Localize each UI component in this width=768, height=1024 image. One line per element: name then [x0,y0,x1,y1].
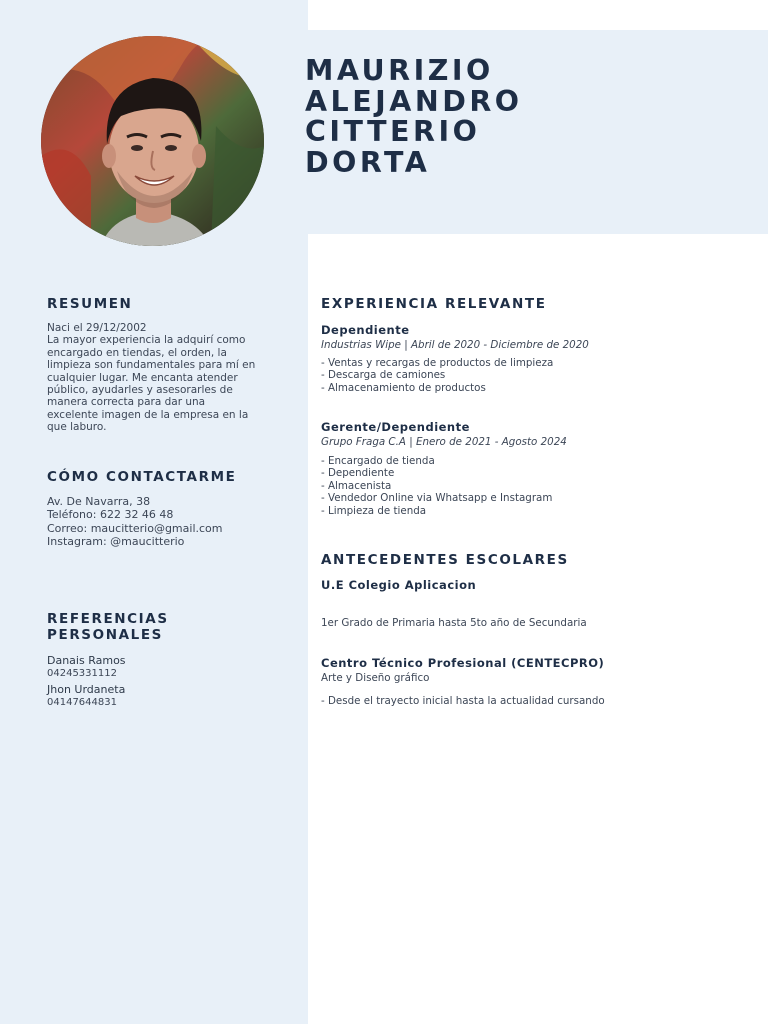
resumen-heading: RESUMEN [47,296,133,312]
reference-phone: 04245331112 [47,668,117,679]
job-subtitle: Industrias Wipe | Abril de 2020 - Diciembre de 2020 [321,339,589,351]
resumen-line: La mayor experiencia la adquirí como [47,334,246,347]
job-duty: - Descarga de camiones [321,369,446,382]
school-subtitle: Arte y Diseño gráfico [321,672,430,684]
reference-name: Jhon Urdaneta [47,683,126,696]
profile-photo [41,36,264,246]
antecedentes-heading: ANTECEDENTES ESCOLARES [321,552,569,568]
reference-name: Danais Ramos [47,654,126,667]
job-duty: - Dependiente [321,467,395,480]
contact-address: Av. De Navarra, 38 [47,495,151,508]
full-name [305,56,523,178]
job-duties [321,455,552,517]
job-duty: - Ventas y recargas de productos de limpieza [321,357,554,369]
resumen-line: encargado en tiendas, el orden, la [47,346,227,359]
school-name: U.E Colegio Aplicacion [321,578,477,592]
name-line: CITTERIO [305,115,481,148]
contact-email: Correo: maucitterio@gmail.com [47,521,223,535]
name-line: ALEJANDRO [305,84,523,118]
job-duty: - Encargado de tienda [321,455,435,467]
job-title: Gerente/Dependiente [321,420,470,434]
school-detail: 1er Grado de Primaria hasta 5to año de Secundaria [321,617,587,629]
resumen-line: excelente imagen de la empresa en la [47,408,249,421]
referencias-heading-line: REFERENCIAS [47,611,169,627]
experiencia-heading: EXPERIENCIA RELEVANTE [321,296,547,312]
contacto-list [47,495,223,549]
job-subtitle: Grupo Fraga C.A | Enero de 2021 - Agosto 2024 [321,436,567,448]
job-title: Dependiente [321,323,410,337]
contacto-heading: CÓMO CONTACTARME [47,469,237,485]
resumen-line: manera correcta para dar una [47,396,206,409]
resumen-line: cualquier lugar. Me encanta atender [47,371,238,384]
job-duty: - Almacenamiento de productos [321,381,486,394]
reference-phone: 04147644831 [47,697,117,708]
contact-phone: Teléfono: 622 32 46 48 [47,508,174,522]
resumen-line: limpieza son fundamentales para mí en [47,359,256,372]
job-duty: - Limpieza de tienda [321,504,427,517]
resumen-text [47,322,255,434]
school-name: Centro Técnico Profesional (CENTECPRO) [321,656,605,670]
referencias-heading [47,611,169,643]
referencias-heading-line: PERSONALES [47,627,164,643]
resumen-line: Naci el 29/12/2002 [47,322,147,334]
job-duty: - Vendedor Online via Whatsapp e Instagram [321,492,553,505]
profile-photo-illustration [41,36,264,246]
job-duty: - Almacenista [321,479,392,492]
job-duties [321,357,553,394]
name-line: DORTA [305,145,431,179]
school-detail: - Desde el trayecto inicial hasta la actualidad cursando [321,695,605,707]
resumen-line: que laburo. [47,421,107,434]
name-line: MAURIZIO [305,54,494,87]
resumen-line: público, ayudarles y asesorarles de [47,384,233,397]
contact-instagram: Instagram: @maucitterio [47,535,185,549]
